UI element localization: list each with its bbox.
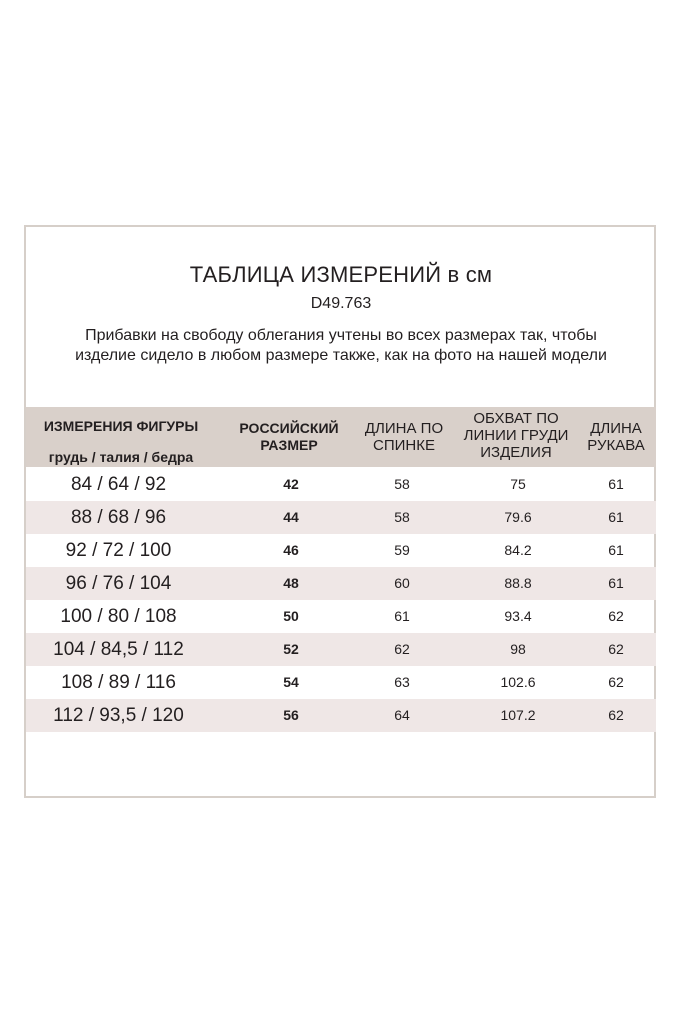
cell-back-length: 64 — [394, 707, 410, 723]
header-sleeve-length — [574, 420, 658, 454]
cell-russian-size: 54 — [283, 674, 299, 690]
header-chest-line-2: ЛИНИИ ГРУДИ — [463, 427, 569, 444]
header-back-line-2: СПИНКЕ — [373, 437, 435, 454]
table-header — [26, 407, 656, 467]
cell-figure-measurements: 112 / 93,5 / 120 — [53, 705, 184, 726]
cell-sleeve-length: 62 — [608, 608, 624, 624]
cell-chest-girth: 88.8 — [504, 575, 532, 591]
cell-chest-girth: 107.2 — [500, 707, 536, 723]
cell-back-length: 59 — [394, 542, 410, 558]
cell-chest-girth: 98 — [510, 641, 526, 657]
header-sleeve-line-2: РУКАВА — [587, 437, 645, 454]
table-row — [26, 633, 656, 666]
cell-sleeve-length: 62 — [608, 674, 624, 690]
cell-chest-girth: 84.2 — [504, 542, 532, 558]
cell-russian-size: 42 — [283, 476, 299, 492]
cell-russian-size: 56 — [283, 707, 299, 723]
table-row — [26, 699, 656, 732]
cell-sleeve-length: 62 — [608, 707, 624, 723]
cell-figure-measurements: 104 / 84,5 / 112 — [53, 639, 184, 660]
cell-sleeve-length: 62 — [608, 641, 624, 657]
header-size-line-2: РАЗМЕР — [260, 437, 318, 453]
table-row — [26, 567, 656, 600]
cell-back-length: 61 — [394, 608, 410, 624]
cell-figure-measurements: 84 / 64 / 92 — [70, 474, 167, 495]
cell-back-length: 63 — [394, 674, 410, 690]
header-figure-sub: грудь / талия / бедра — [48, 449, 194, 465]
header-size — [226, 420, 352, 454]
chart-title: ТАБЛИЦА ИЗМЕРЕНИЙ в см — [189, 262, 493, 287]
header-size-line-1: РОССИЙСКИЙ — [239, 420, 339, 436]
fit-note-line-1: Прибавки на свободу облегания учтены во всех размерах так, чтобы — [85, 327, 597, 344]
fit-note — [40, 326, 642, 366]
table-row — [26, 600, 656, 633]
table-row — [26, 666, 656, 699]
table-row — [26, 501, 656, 534]
cell-back-length: 58 — [394, 509, 410, 525]
cell-russian-size: 48 — [283, 575, 299, 591]
cell-sleeve-length: 61 — [608, 476, 624, 492]
cell-russian-size: 52 — [283, 641, 299, 657]
header-back-length — [348, 420, 460, 454]
cell-russian-size: 46 — [283, 542, 299, 558]
cell-back-length: 60 — [394, 575, 410, 591]
header-sleeve-line-1: ДЛИНА — [590, 420, 642, 437]
header-chest-line-1: ОБХВАТ ПО — [473, 410, 559, 427]
product-code: D49.763 — [310, 295, 372, 312]
fit-note-line-2: изделие сидело в любом размере также, как на фото на нашей модели — [75, 347, 607, 364]
header-back-line-1: ДЛИНА ПО — [364, 420, 444, 437]
cell-russian-size: 44 — [283, 509, 299, 525]
cell-sleeve-length: 61 — [608, 575, 624, 591]
cell-chest-girth: 93.4 — [504, 608, 532, 624]
cell-chest-girth: 75 — [510, 476, 526, 492]
cell-sleeve-length: 61 — [608, 542, 624, 558]
cell-back-length: 62 — [394, 641, 410, 657]
cell-figure-measurements: 96 / 76 / 104 — [65, 573, 172, 594]
cell-chest-girth: 102.6 — [500, 674, 536, 690]
header-chest-girth — [454, 410, 578, 461]
header-figure: ИЗМЕРЕНИЯ ФИГУРЫ — [43, 418, 199, 434]
cell-sleeve-length: 61 — [608, 509, 624, 525]
cell-chest-girth: 79.6 — [504, 509, 532, 525]
cell-figure-measurements: 88 / 68 / 96 — [70, 507, 167, 528]
table-row — [26, 534, 656, 567]
cell-figure-measurements: 100 / 80 / 108 — [60, 606, 177, 627]
cell-figure-measurements: 108 / 89 / 116 — [61, 672, 176, 693]
table-row — [26, 468, 656, 501]
header-chest-line-3: ИЗДЕЛИЯ — [480, 444, 552, 461]
cell-back-length: 58 — [394, 476, 410, 492]
cell-russian-size: 50 — [283, 608, 299, 624]
cell-figure-measurements: 92 / 72 / 100 — [65, 540, 172, 561]
